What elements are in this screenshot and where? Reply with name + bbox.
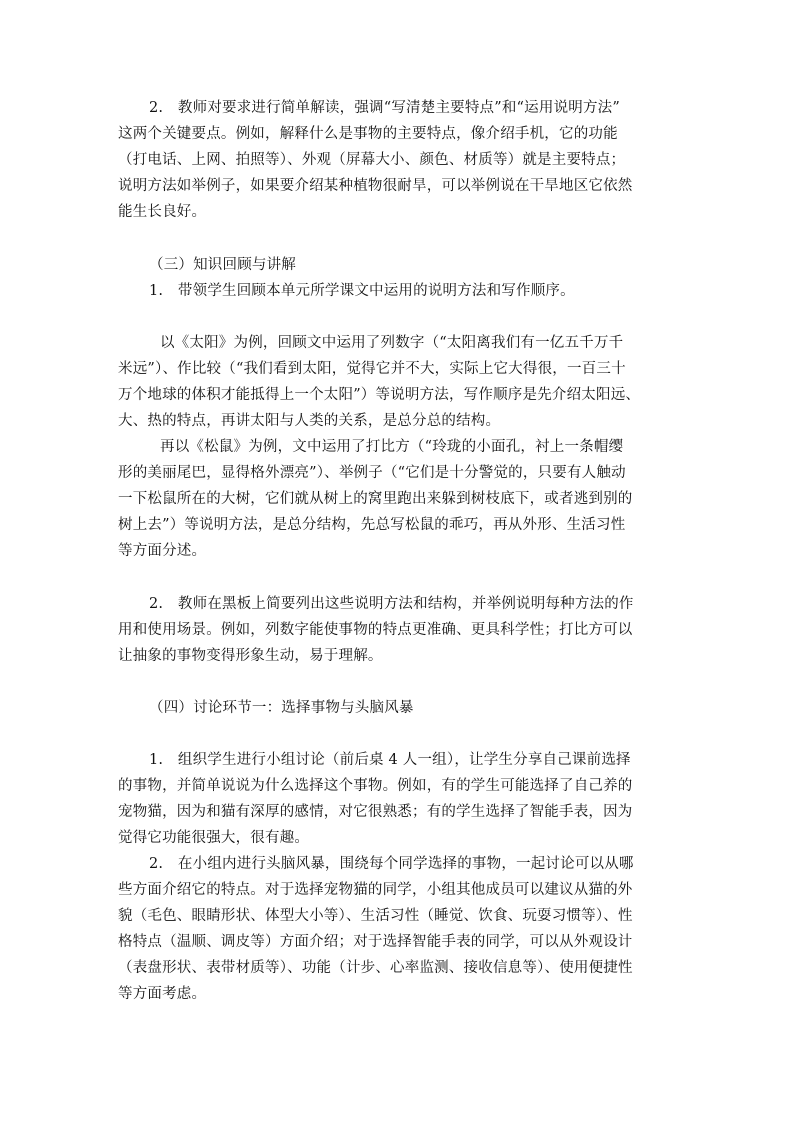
paragraph-line: 等方面分述。 <box>118 543 207 559</box>
paragraph-line: 2. 在小组内进行头脑风暴，围绕每个同学选择的事物，一起讨论可以从哪 <box>149 856 634 872</box>
paragraph-line: 2. 教师对要求进行简单解读，强调“写清楚主要特点”和“运用说明方法” <box>149 100 620 116</box>
section-heading: （三）知识回顾与讲解 <box>149 257 296 273</box>
paragraph-line: 再以《松鼠》为例，文中运用了打比方（“玲珑的小面孔，衬上一条帽缨 <box>160 439 624 455</box>
section-heading: （四）讨论环节一：选择事物与头脑风暴 <box>149 700 414 716</box>
paragraph-line: （打电话、上网、拍照等）、外观（屏幕大小、颜色、材质等）就是主要特点； <box>118 152 626 168</box>
paragraph-line: 等方面考虑。 <box>118 986 207 1002</box>
paragraph-line: 这两个关键要点。例如，解释什么是事物的主要特点，像介绍手机，它的功能 <box>118 126 618 142</box>
paragraph-line: 树上去”）等说明方法，是总分结构，先总写松鼠的乖巧，再从外形、生活习性 <box>118 517 626 533</box>
paragraph-line: 万个地球的体积才能抵得上一个太阳”）等说明方法，写作顺序是先介绍太阳远、 <box>118 387 641 403</box>
paragraph-line: 能生长良好。 <box>118 204 207 220</box>
paragraph-line: 格特点（温顺、调皮等）方面介绍；对于选择智能手表的同学，可以从外观设计 <box>118 934 633 950</box>
paragraph-line: 形的美丽尾巴，显得格外漂亮”）、举例子（“它们是十分警觉的，只要有人触动 <box>118 465 626 481</box>
paragraph-line: 的事物，并简单说说为什么选择这个事物。例如，有的学生可能选择了自己养的 <box>118 778 633 794</box>
paragraph-line: 些方面介绍它的特点。对于选择宠物猫的同学，小组其他成员可以建议从猫的外 <box>118 882 633 898</box>
paragraph-line: 2. 教师在黑板上简要列出这些说明方法和结构，并举例说明每种方法的作 <box>149 596 634 612</box>
paragraph-line: 一下松鼠所在的大树，它们就从树上的窝里跑出来躲到树枝底下，或者逃到别的 <box>118 491 633 507</box>
paragraph-line: 1. 带领学生回顾本单元所学课文中运用的说明方法和写作顺序。 <box>149 283 575 299</box>
paragraph-line: 米远”）、作比较（“我们看到太阳，觉得它并不大，实际上它大得很，一百三十 <box>118 361 626 377</box>
paragraph-line: 以《太阳》为例，回顾文中运用了列数字（“太阳离我们有一亿五千万千 <box>160 335 624 351</box>
paragraph-line: 说明方法如举例子，如果要介绍某种植物很耐旱，可以举例说在干旱地区它依然 <box>118 178 633 194</box>
paragraph-line: 让抽象的事物变得形象生动，易于理解。 <box>118 648 383 664</box>
paragraph-line: 貌（毛色、眼睛形状、体型大小等）、生活习性（睡觉、饮食、玩耍习惯等）、性 <box>118 908 633 924</box>
paragraph-line: 1. 组织学生进行小组讨论（前后桌 4 人一组），让学生分享自己课前选择 <box>149 752 631 768</box>
paragraph-line: 觉得它功能很强大，很有趣。 <box>118 830 310 846</box>
paragraph-line: 宠物猫，因为和猫有深厚的感情，对它很熟悉；有的学生选择了智能手表，因为 <box>118 804 633 820</box>
paragraph-line: 用和使用场景。例如，列数字能使事物的特点更准确、更具科学性；打比方可以 <box>118 622 633 638</box>
paragraph-line: （表盘形状、表带材质等）、功能（计步、心率监测、接收信息等）、使用便捷性 <box>118 960 633 976</box>
paragraph-line: 大、热的特点，再讲太阳与人类的关系，是总分总的结构。 <box>118 413 501 429</box>
